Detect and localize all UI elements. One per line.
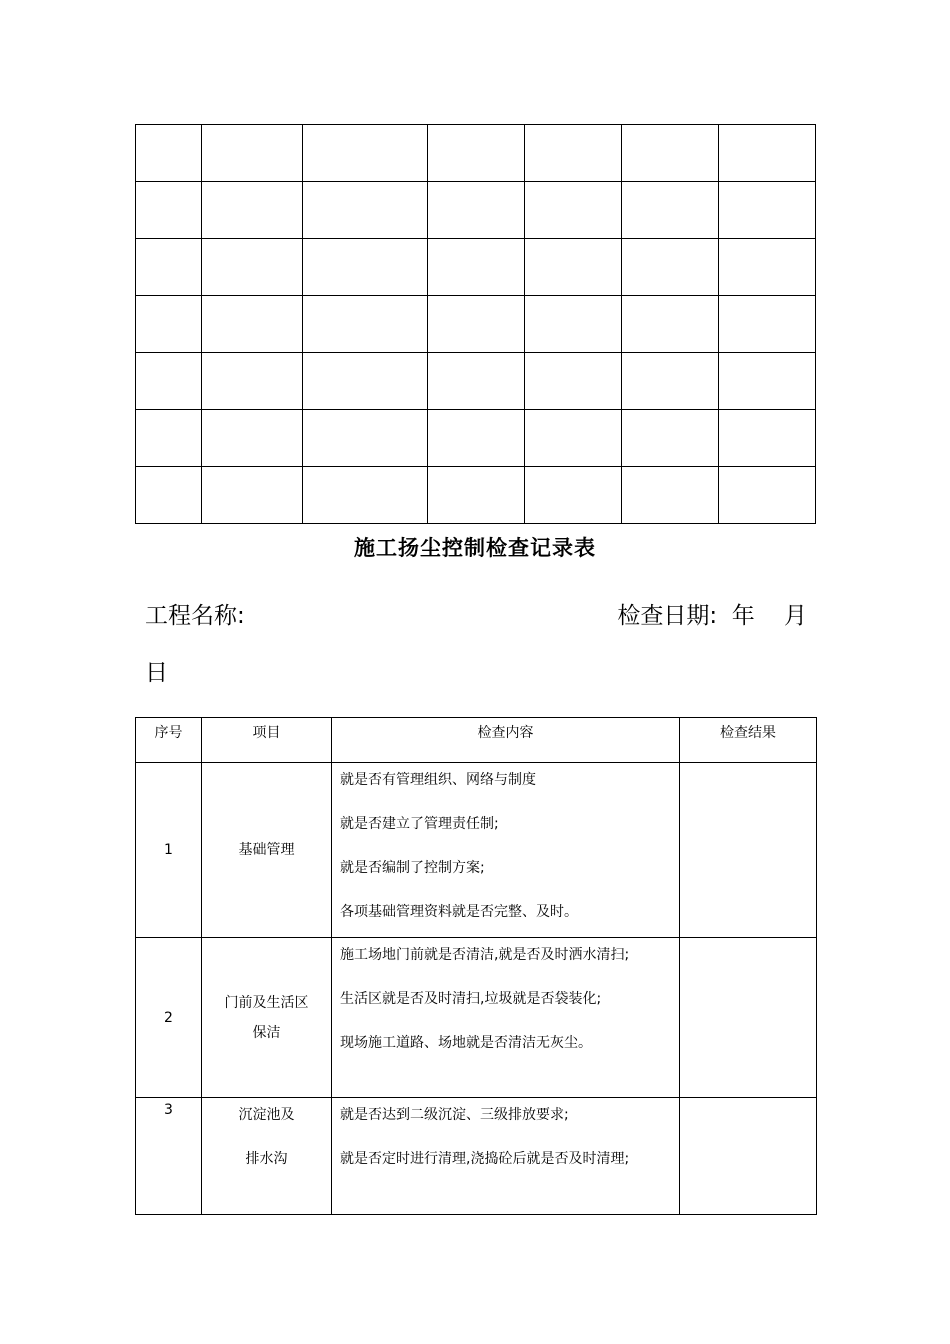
blank-grid-cell [428,125,525,182]
table-row [136,763,817,938]
header-content [332,718,680,763]
row-result-cell [680,1098,817,1215]
row-item-cell [202,938,332,1098]
blank-grid-cell [136,467,202,524]
blank-grid-row [136,296,816,353]
blank-grid-cell [202,353,303,410]
row-item-cell [202,1098,332,1215]
blank-grid-cell [622,239,719,296]
header-number-label: 序号 [154,725,183,741]
blank-grid-cell [136,410,202,467]
blank-grid-cell [622,182,719,239]
blank-grid-cell [428,182,525,239]
row-number-cell: 1 [136,763,202,938]
blank-grid-cell [622,353,719,410]
blank-grid-cell [303,410,428,467]
row-content-cell [332,938,680,1098]
blank-grid-cell [525,467,622,524]
blank-grid-cell [303,239,428,296]
blank-grid-row [136,125,816,182]
table-row [136,1098,817,1215]
blank-grid-cell [136,125,202,182]
blank-grid-cell [719,467,816,524]
row-item-lines [202,1098,331,1172]
row-item-label: 排水沟 [245,1151,288,1167]
content-line: 现场施工道路、场地就是否清洁无灰尘。 [340,1035,592,1051]
project-name-label: 工程名称: [145,603,245,629]
blank-grid-cell [202,182,303,239]
header-item-label: 项目 [252,725,281,741]
blank-grid-cell [525,410,622,467]
blank-grid-cell [622,467,719,524]
blank-grid-row [136,239,816,296]
table-header-row [136,718,817,763]
blank-grid-cell [719,125,816,182]
row-number-cell: 2 [136,938,202,1098]
content-line: 生活区就是否及时清扫,垃圾就是否袋装化; [340,991,602,1007]
blank-grid-cell [202,296,303,353]
content-line: 就是否编制了控制方案; [340,860,485,876]
blank-grid-cell [136,182,202,239]
blank-grid-cell [719,410,816,467]
page-title: 施工扬尘控制检查记录表 [354,536,596,560]
header-item [202,718,332,763]
row-item-cell [202,763,332,938]
blank-grid-cell [202,410,303,467]
blank-grid-cell [428,410,525,467]
blank-grid-table [135,124,816,524]
blank-grid-body [136,125,816,524]
content-line: 施工场地门前就是否清洁,就是否及时洒水清扫; [340,947,630,963]
blank-grid-cell [525,182,622,239]
blank-grid-cell [719,182,816,239]
content-line: 就是否达到二级沉淀、三级排放要求; [340,1107,569,1123]
blank-grid-cell [428,296,525,353]
blank-grid-cell [622,410,719,467]
row-number-label: 3 [164,1102,173,1118]
inspection-table [135,717,817,1215]
content-line: 各项基础管理资料就是否完整、及时。 [340,904,578,920]
content-line: 就是否定时进行清理,浇捣砼后就是否及时清理; [340,1151,630,1167]
blank-grid-cell [428,467,525,524]
blank-grid-cell [719,353,816,410]
blank-grid-cell [202,125,303,182]
blank-grid-cell [525,296,622,353]
blank-grid-row [136,410,816,467]
blank-grid-cell [303,125,428,182]
blank-grid-cell [525,239,622,296]
blank-grid-cell [719,239,816,296]
content-line: 就是否建立了管理责任制; [340,816,499,832]
row-result-cell [680,938,817,1098]
blank-grid-cell [303,182,428,239]
check-date-day-label: 日 [145,660,168,686]
row-number-cell [136,1098,202,1215]
blank-grid-cell [136,239,202,296]
blank-grid-cell [622,125,719,182]
table-row [136,938,817,1098]
content-line: 就是否有管理组织、网络与制度 [340,772,536,788]
blank-grid-cell [719,296,816,353]
blank-grid-cell [622,296,719,353]
blank-grid-cell [303,467,428,524]
blank-grid-row [136,353,816,410]
blank-grid-cell [428,239,525,296]
check-date-label: 检查日期: 年 月 [617,603,807,629]
header-number [136,718,202,763]
blank-grid-cell [202,239,303,296]
row-item-label: 沉淀池及 [238,1107,295,1123]
blank-grid-cell [136,353,202,410]
blank-grid-cell [136,296,202,353]
row-item-label: 门前及生活区 [224,994,309,1011]
row-item-label: 基础管理 [238,842,295,858]
header-content-label: 检查内容 [477,725,534,741]
row-result-cell [680,763,817,938]
blank-grid-row [136,467,816,524]
blank-grid-cell [525,125,622,182]
header-result [680,718,817,763]
row-content-cell [332,763,680,938]
blank-grid-cell [428,353,525,410]
blank-grid-cell [303,296,428,353]
blank-grid-cell [525,353,622,410]
header-result-label: 检查结果 [720,725,776,741]
blank-grid-cell [202,467,303,524]
row-content-cell [332,1098,680,1215]
blank-grid-cell [303,353,428,410]
row-item-label: 保洁 [252,1024,281,1041]
blank-grid-row [136,182,816,239]
